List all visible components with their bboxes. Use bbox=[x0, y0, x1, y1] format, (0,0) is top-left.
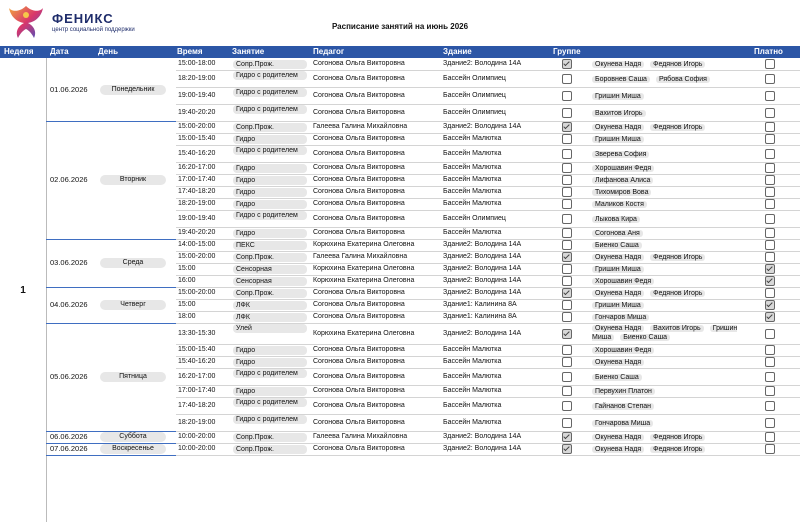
student-name: Вахитов Игорь bbox=[592, 110, 646, 117]
building-cell: Бассейн Малютка bbox=[443, 358, 502, 365]
table-header bbox=[0, 46, 800, 58]
teacher-cell: Согонова Ольга Викторовна bbox=[313, 74, 405, 82]
students-cell bbox=[592, 402, 752, 411]
students-cell bbox=[592, 75, 752, 84]
teacher-cell: Согонова Ольга Викторовна bbox=[313, 60, 405, 67]
time-cell: 15:00-20:00 bbox=[178, 253, 216, 260]
students-cell bbox=[592, 387, 752, 396]
day-name: Среда bbox=[100, 258, 166, 268]
building-cell: Здание2: Володина 14А bbox=[443, 289, 522, 296]
students-cell bbox=[592, 215, 752, 224]
time-cell: 14:00-15:00 bbox=[178, 241, 216, 248]
paid-checkbox[interactable] bbox=[765, 386, 775, 396]
student-name: Маликов Костя bbox=[592, 201, 647, 208]
activity-cell: Гидро bbox=[233, 387, 307, 396]
schedule-row bbox=[176, 145, 800, 163]
teacher-cell: Согонова Ольга Викторовна bbox=[313, 313, 405, 320]
students-cell bbox=[592, 277, 752, 286]
schedule-row bbox=[176, 368, 800, 386]
group-checkbox[interactable] bbox=[562, 300, 572, 310]
day-date: 05.06.2026 bbox=[50, 372, 88, 381]
teacher-cell: Согонова Ольга Викторовна bbox=[313, 188, 405, 195]
time-cell: 10:00-20:00 bbox=[178, 445, 216, 452]
teacher-cell: Согонова Ольга Викторовна bbox=[313, 387, 405, 394]
teacher-cell: Согонова Ольга Викторовна bbox=[313, 401, 405, 409]
time-cell: 15:00-20:00 bbox=[178, 123, 216, 130]
day-name: Суббота bbox=[100, 432, 166, 442]
teacher-cell: Корюхина Екатерина Олеговна bbox=[313, 241, 415, 248]
paid-checkbox[interactable] bbox=[765, 214, 775, 224]
week-number: 1 bbox=[0, 58, 47, 522]
group-checkbox[interactable] bbox=[562, 312, 572, 322]
students-cell bbox=[592, 324, 752, 342]
paid-checkbox[interactable] bbox=[765, 264, 775, 274]
brand-tagline: центр социальной поддержки bbox=[52, 26, 135, 33]
students-cell bbox=[592, 419, 752, 428]
students-cell bbox=[592, 188, 752, 197]
building-cell: Здание2: Володина 14А bbox=[443, 253, 522, 260]
col-date: Дата bbox=[50, 47, 69, 56]
time-cell: 15:00 bbox=[178, 301, 196, 308]
activity-cell: Гидро bbox=[233, 358, 307, 367]
student-name: Гайнанов Степан bbox=[592, 403, 654, 410]
student-name: Зверева София bbox=[592, 151, 649, 158]
group-checkbox[interactable] bbox=[562, 214, 572, 224]
student-name: Хорошавин Федя bbox=[592, 347, 654, 354]
paid-checkbox[interactable] bbox=[765, 432, 775, 442]
students-cell bbox=[592, 313, 752, 322]
time-cell: 16:20-17:00 bbox=[178, 164, 216, 171]
activity-cell: Сенсорная bbox=[233, 265, 307, 274]
building-cell: Бассейн Малютка bbox=[443, 164, 502, 171]
student-name: Гончаров Миша bbox=[592, 314, 649, 321]
student-name: Окунева Надя bbox=[592, 446, 644, 453]
building-cell: Бассейн Олимпиец bbox=[443, 91, 506, 99]
activity-cell: Гидро с родителем bbox=[233, 105, 307, 114]
group-checkbox[interactable] bbox=[562, 134, 572, 144]
activity-cell: Гидро bbox=[233, 164, 307, 173]
paid-checkbox[interactable] bbox=[765, 240, 775, 250]
paid-checkbox[interactable] bbox=[765, 288, 775, 298]
col-day: День bbox=[98, 47, 118, 56]
teacher-cell: Корюхина Екатерина Олеговна bbox=[313, 265, 415, 272]
group-checkbox[interactable] bbox=[562, 108, 572, 118]
building-cell: Бассейн Малютка bbox=[443, 176, 502, 183]
teacher-cell: Корюхина Екатерина Олеговна bbox=[313, 329, 415, 337]
time-cell: 15:00-20:00 bbox=[178, 289, 216, 296]
student-name: Вахитов Игорь bbox=[650, 325, 704, 332]
paid-checkbox[interactable] bbox=[765, 134, 775, 144]
teacher-cell: Согонова Ольга Викторовна bbox=[313, 214, 405, 222]
activity-cell: Гидро с родителем bbox=[233, 88, 307, 97]
col-building: Здание bbox=[443, 47, 472, 56]
teacher-cell: Согонова Ольга Викторовна bbox=[313, 289, 405, 296]
building-cell: Бассейн Малютка bbox=[443, 149, 502, 157]
student-name: Окунева Надя bbox=[592, 434, 644, 441]
page-title: Расписание занятий на июнь 2026 bbox=[331, 22, 469, 31]
paid-checkbox[interactable] bbox=[765, 300, 775, 310]
activity-cell: Сопр.Прож. bbox=[233, 123, 307, 132]
teacher-cell: Корюхина Екатерина Олеговна bbox=[313, 277, 415, 284]
students-cell bbox=[592, 433, 752, 442]
paid-checkbox[interactable] bbox=[765, 276, 775, 286]
time-cell: 19:00-19:40 bbox=[178, 91, 216, 99]
building-cell: Здание2: Володина 14А bbox=[443, 265, 522, 272]
student-name: Хорошавин Федя bbox=[592, 278, 654, 285]
activity-cell: Сопр.Прож. bbox=[233, 60, 307, 69]
schedule-row bbox=[176, 87, 800, 105]
building-cell: Здание2: Володина 14А bbox=[443, 433, 522, 440]
activity-cell: Гидро bbox=[233, 188, 307, 197]
activity-cell: Сопр.Прож. bbox=[233, 433, 307, 442]
group-checkbox[interactable] bbox=[562, 345, 572, 355]
student-name: Федянов Игорь bbox=[650, 124, 705, 131]
students-cell bbox=[592, 373, 752, 382]
group-checkbox[interactable] bbox=[562, 199, 572, 209]
schedule-row bbox=[176, 70, 800, 88]
teacher-cell: Согонова Ольга Викторовна bbox=[313, 149, 405, 157]
paid-checkbox[interactable] bbox=[765, 175, 775, 185]
group-checkbox[interactable] bbox=[562, 122, 572, 132]
col-activity: Занятие bbox=[232, 47, 265, 56]
building-cell: Здание1: Калинина 8А bbox=[443, 313, 517, 320]
activity-cell: Улей bbox=[233, 324, 307, 333]
paid-checkbox[interactable] bbox=[765, 357, 775, 367]
building-cell: Бассейн Малютка bbox=[443, 387, 502, 394]
students-cell bbox=[592, 289, 752, 298]
day-name: Воскресенье bbox=[100, 444, 166, 454]
students-cell bbox=[592, 229, 752, 238]
students-cell bbox=[592, 241, 752, 250]
group-checkbox[interactable] bbox=[562, 149, 572, 159]
paid-checkbox[interactable] bbox=[765, 74, 775, 84]
paid-checkbox[interactable] bbox=[765, 163, 775, 173]
time-cell: 19:00-19:40 bbox=[178, 214, 216, 222]
students-cell bbox=[592, 150, 752, 159]
day-date: 04.06.2026 bbox=[50, 300, 88, 309]
activity-cell: Сопр.Прож. bbox=[233, 445, 307, 454]
building-cell: Здание2: Володина 14А bbox=[443, 277, 522, 284]
col-teacher: Педагог bbox=[313, 47, 345, 56]
time-cell: 15:00-18:00 bbox=[178, 60, 216, 67]
building-cell: Здание2: Володина 14А bbox=[443, 241, 522, 248]
schedule-row bbox=[176, 414, 800, 432]
students-cell bbox=[592, 164, 752, 173]
activity-cell: ЛФК bbox=[233, 301, 307, 310]
activity-cell: ЛФК bbox=[233, 313, 307, 322]
time-cell: 15:00-15:40 bbox=[178, 135, 216, 142]
col-paid: Платно bbox=[754, 47, 783, 56]
student-name: Федянов Игорь bbox=[650, 254, 705, 261]
teacher-cell: Согонова Ольга Викторовна bbox=[313, 418, 405, 426]
teacher-cell: Галеева Галина Михайловна bbox=[313, 123, 408, 130]
building-cell: Бассейн Олимпиец bbox=[443, 74, 506, 82]
student-name: Первухин Платон bbox=[592, 388, 655, 395]
student-name: Рябова София bbox=[656, 76, 710, 83]
time-cell: 16:00 bbox=[178, 277, 196, 284]
activity-cell: Гидро с родителем bbox=[233, 71, 307, 80]
time-cell: 17:40-18:20 bbox=[178, 188, 216, 195]
schedule-row bbox=[176, 443, 800, 456]
activity-cell: Гидро bbox=[233, 176, 307, 185]
building-cell: Бассейн Олимпиец bbox=[443, 214, 506, 222]
time-cell: 17:40-18:20 bbox=[178, 401, 216, 409]
day-name: Четверг bbox=[100, 300, 166, 310]
building-cell: Бассейн Малютка bbox=[443, 229, 502, 236]
teacher-cell: Согонова Ольга Викторовна bbox=[313, 358, 405, 365]
teacher-cell: Согонова Ольга Викторовна bbox=[313, 346, 405, 353]
students-cell bbox=[592, 265, 752, 274]
activity-cell: Гидро с родителем bbox=[233, 146, 307, 155]
building-cell: Бассейн Малютка bbox=[443, 372, 502, 380]
activity-cell: Гидро с родителем bbox=[233, 415, 307, 424]
teacher-cell: Согонова Ольга Викторовна bbox=[313, 176, 405, 183]
paid-checkbox[interactable] bbox=[765, 252, 775, 262]
student-name: Гришин Миша bbox=[592, 325, 738, 341]
student-name: Окунева Надя bbox=[592, 290, 644, 297]
time-cell: 17:00-17:40 bbox=[178, 176, 216, 183]
student-name: Лыкова Кира bbox=[592, 216, 640, 223]
paid-checkbox[interactable] bbox=[765, 418, 775, 428]
teacher-cell: Согонова Ольга Викторовна bbox=[313, 372, 405, 380]
day-date: 02.06.2026 bbox=[50, 175, 88, 184]
student-name: Биенко Саша bbox=[592, 242, 642, 249]
activity-cell: Гидро bbox=[233, 229, 307, 238]
schedule-row bbox=[176, 104, 800, 122]
students-cell bbox=[592, 445, 752, 454]
paid-checkbox[interactable] bbox=[765, 108, 775, 118]
group-checkbox[interactable] bbox=[562, 175, 572, 185]
schedule-row bbox=[176, 210, 800, 228]
time-cell: 15:40-16:20 bbox=[178, 358, 216, 365]
time-cell: 19:40-20:20 bbox=[178, 108, 216, 116]
students-cell bbox=[592, 346, 752, 355]
day-date: 07.06.2026 bbox=[50, 444, 88, 453]
group-checkbox[interactable] bbox=[562, 264, 572, 274]
day-date: 01.06.2026 bbox=[50, 84, 88, 94]
day-name: Пятница bbox=[100, 372, 166, 382]
paid-checkbox[interactable] bbox=[765, 59, 775, 69]
paid-checkbox[interactable] bbox=[765, 228, 775, 238]
student-name: Федянов Игорь bbox=[650, 290, 705, 297]
time-cell: 13:30-15:30 bbox=[178, 329, 216, 337]
students-cell bbox=[592, 109, 752, 118]
time-cell: 17:00-17:40 bbox=[178, 387, 216, 394]
paid-checkbox[interactable] bbox=[765, 312, 775, 322]
student-name: Биенко Саша bbox=[592, 374, 642, 381]
teacher-cell: Согонова Ольга Викторовна bbox=[313, 108, 405, 116]
activity-cell: Гидро bbox=[233, 135, 307, 144]
teacher-cell: Согонова Ольга Викторовна bbox=[313, 301, 405, 308]
paid-checkbox[interactable] bbox=[765, 199, 775, 209]
students-cell bbox=[592, 92, 752, 101]
students-cell bbox=[592, 135, 752, 144]
col-week: Неделя bbox=[4, 47, 34, 56]
teacher-cell: Согонова Ольга Викторовна bbox=[313, 229, 405, 236]
paid-checkbox[interactable] bbox=[765, 149, 775, 159]
building-cell: Здание2: Володина 14А bbox=[443, 445, 522, 452]
col-time: Время bbox=[177, 47, 203, 56]
student-name: Окунева Надя bbox=[592, 359, 644, 366]
activity-cell: Сенсорная bbox=[233, 277, 307, 286]
group-checkbox[interactable] bbox=[562, 276, 572, 286]
building-cell: Здание1: Калинина 8А bbox=[443, 301, 517, 308]
teacher-cell: Галеева Галина Михайловна bbox=[313, 253, 408, 260]
time-cell: 18:20-19:00 bbox=[178, 74, 216, 82]
paid-checkbox[interactable] bbox=[765, 345, 775, 355]
teacher-cell: Согонова Ольга Викторовна bbox=[313, 200, 405, 207]
group-checkbox[interactable] bbox=[562, 252, 572, 262]
paid-checkbox[interactable] bbox=[765, 444, 775, 454]
group-checkbox[interactable] bbox=[562, 372, 572, 382]
group-checkbox[interactable] bbox=[562, 91, 572, 101]
activity-cell: ПЕКС bbox=[233, 241, 307, 250]
schedule-row bbox=[176, 323, 800, 345]
students-cell bbox=[592, 358, 752, 367]
time-cell: 16:20-17:00 bbox=[178, 372, 216, 380]
day-name: Понедельник bbox=[100, 85, 166, 95]
group-checkbox[interactable] bbox=[562, 240, 572, 250]
paid-checkbox[interactable] bbox=[765, 122, 775, 132]
building-cell: Здание2: Володина 14А bbox=[443, 60, 522, 67]
student-name: Боровнев Саша bbox=[592, 76, 650, 83]
day-date: 03.06.2026 bbox=[50, 258, 88, 267]
time-cell: 19:40-20:20 bbox=[178, 229, 216, 236]
group-checkbox[interactable] bbox=[562, 74, 572, 84]
paid-checkbox[interactable] bbox=[765, 187, 775, 197]
building-cell: Здание2: Володина 14А bbox=[443, 123, 522, 130]
paid-checkbox[interactable] bbox=[765, 91, 775, 101]
group-checkbox[interactable] bbox=[562, 432, 572, 442]
student-name: Гришин Миша bbox=[592, 302, 644, 309]
brand-name: ФЕНИКС bbox=[52, 10, 114, 26]
student-name: Биенко Саша bbox=[620, 334, 670, 341]
students-cell bbox=[592, 200, 752, 209]
building-cell: Бассейн Малютка bbox=[443, 401, 502, 409]
activity-cell: Сопр.Прож. bbox=[233, 253, 307, 262]
student-name: Окунева Надя bbox=[592, 124, 644, 131]
building-cell: Бассейн Малютка bbox=[443, 418, 502, 426]
students-cell bbox=[592, 60, 752, 69]
activity-cell: Гидро с родителем bbox=[233, 369, 307, 378]
building-cell: Бассейн Малютка bbox=[443, 346, 502, 353]
time-cell: 18:20-19:00 bbox=[178, 200, 216, 207]
student-name: Окунева Надя bbox=[592, 61, 644, 68]
group-checkbox[interactable] bbox=[562, 163, 572, 173]
activity-cell: Сопр.Прож. bbox=[233, 289, 307, 298]
teacher-cell: Согонова Ольга Викторовна bbox=[313, 445, 405, 452]
student-name: Тихомиров Вова bbox=[592, 189, 651, 196]
activity-cell: Гидро bbox=[233, 346, 307, 355]
group-checkbox[interactable] bbox=[562, 329, 572, 339]
schedule-row bbox=[176, 397, 800, 415]
time-cell: 15:00 bbox=[178, 265, 196, 272]
paid-checkbox[interactable] bbox=[765, 329, 775, 339]
student-name: Гришин Миша bbox=[592, 266, 644, 273]
teacher-cell: Согонова Ольга Викторовна bbox=[313, 135, 405, 142]
student-name: Федянов Игорь bbox=[650, 446, 705, 453]
building-cell: Здание2: Володина 14А bbox=[443, 329, 522, 337]
teacher-cell: Согонова Ольга Викторовна bbox=[313, 164, 405, 171]
student-name: Хорошавин Федя bbox=[592, 165, 654, 172]
day-date: 06.06.2026 bbox=[50, 432, 88, 441]
time-cell: 18:20-19:00 bbox=[178, 418, 216, 426]
student-name: Гришин Миша bbox=[592, 136, 644, 143]
day-name: Вторник bbox=[100, 175, 166, 185]
student-name: Согонова Аня bbox=[592, 230, 643, 237]
students-cell bbox=[592, 301, 752, 310]
group-checkbox[interactable] bbox=[562, 401, 572, 411]
time-cell: 15:40-16:20 bbox=[178, 149, 216, 157]
time-cell: 10:00-20:00 bbox=[178, 433, 216, 440]
group-checkbox[interactable] bbox=[562, 187, 572, 197]
group-checkbox[interactable] bbox=[562, 357, 572, 367]
paid-checkbox[interactable] bbox=[765, 372, 775, 382]
activity-cell: Гидро bbox=[233, 200, 307, 209]
student-name: Федянов Игорь bbox=[650, 61, 705, 68]
group-checkbox[interactable] bbox=[562, 288, 572, 298]
col-group: Группе bbox=[553, 47, 581, 56]
activity-cell: Гидро с родителем bbox=[233, 211, 307, 220]
students-cell bbox=[592, 123, 752, 132]
group-checkbox[interactable] bbox=[562, 444, 572, 454]
student-name: Гончарова Миша bbox=[592, 420, 653, 427]
building-cell: Бассейн Малютка bbox=[443, 135, 502, 142]
student-name: Лифанова Алиса bbox=[592, 177, 653, 184]
building-cell: Бассейн Малютка bbox=[443, 188, 502, 195]
time-cell: 18:00 bbox=[178, 313, 196, 320]
teacher-cell: Согонова Ольга Викторовна bbox=[313, 91, 405, 99]
student-name: Федянов Игорь bbox=[650, 434, 705, 441]
group-checkbox[interactable] bbox=[562, 386, 572, 396]
students-cell bbox=[592, 253, 752, 262]
paid-checkbox[interactable] bbox=[765, 401, 775, 411]
building-cell: Бассейн Малютка bbox=[443, 200, 502, 207]
building-cell: Бассейн Олимпиец bbox=[443, 108, 506, 116]
student-name: Окунева Надя bbox=[592, 325, 644, 332]
group-checkbox[interactable] bbox=[562, 418, 572, 428]
group-checkbox[interactable] bbox=[562, 59, 572, 69]
student-name: Окунева Надя bbox=[592, 254, 644, 261]
group-checkbox[interactable] bbox=[562, 228, 572, 238]
time-cell: 15:00-15:40 bbox=[178, 346, 216, 353]
students-cell bbox=[592, 176, 752, 185]
activity-cell: Гидро с родителем bbox=[233, 398, 307, 407]
teacher-cell: Галеева Галина Михайловна bbox=[313, 433, 408, 440]
student-name: Гришин Миша bbox=[592, 93, 644, 100]
